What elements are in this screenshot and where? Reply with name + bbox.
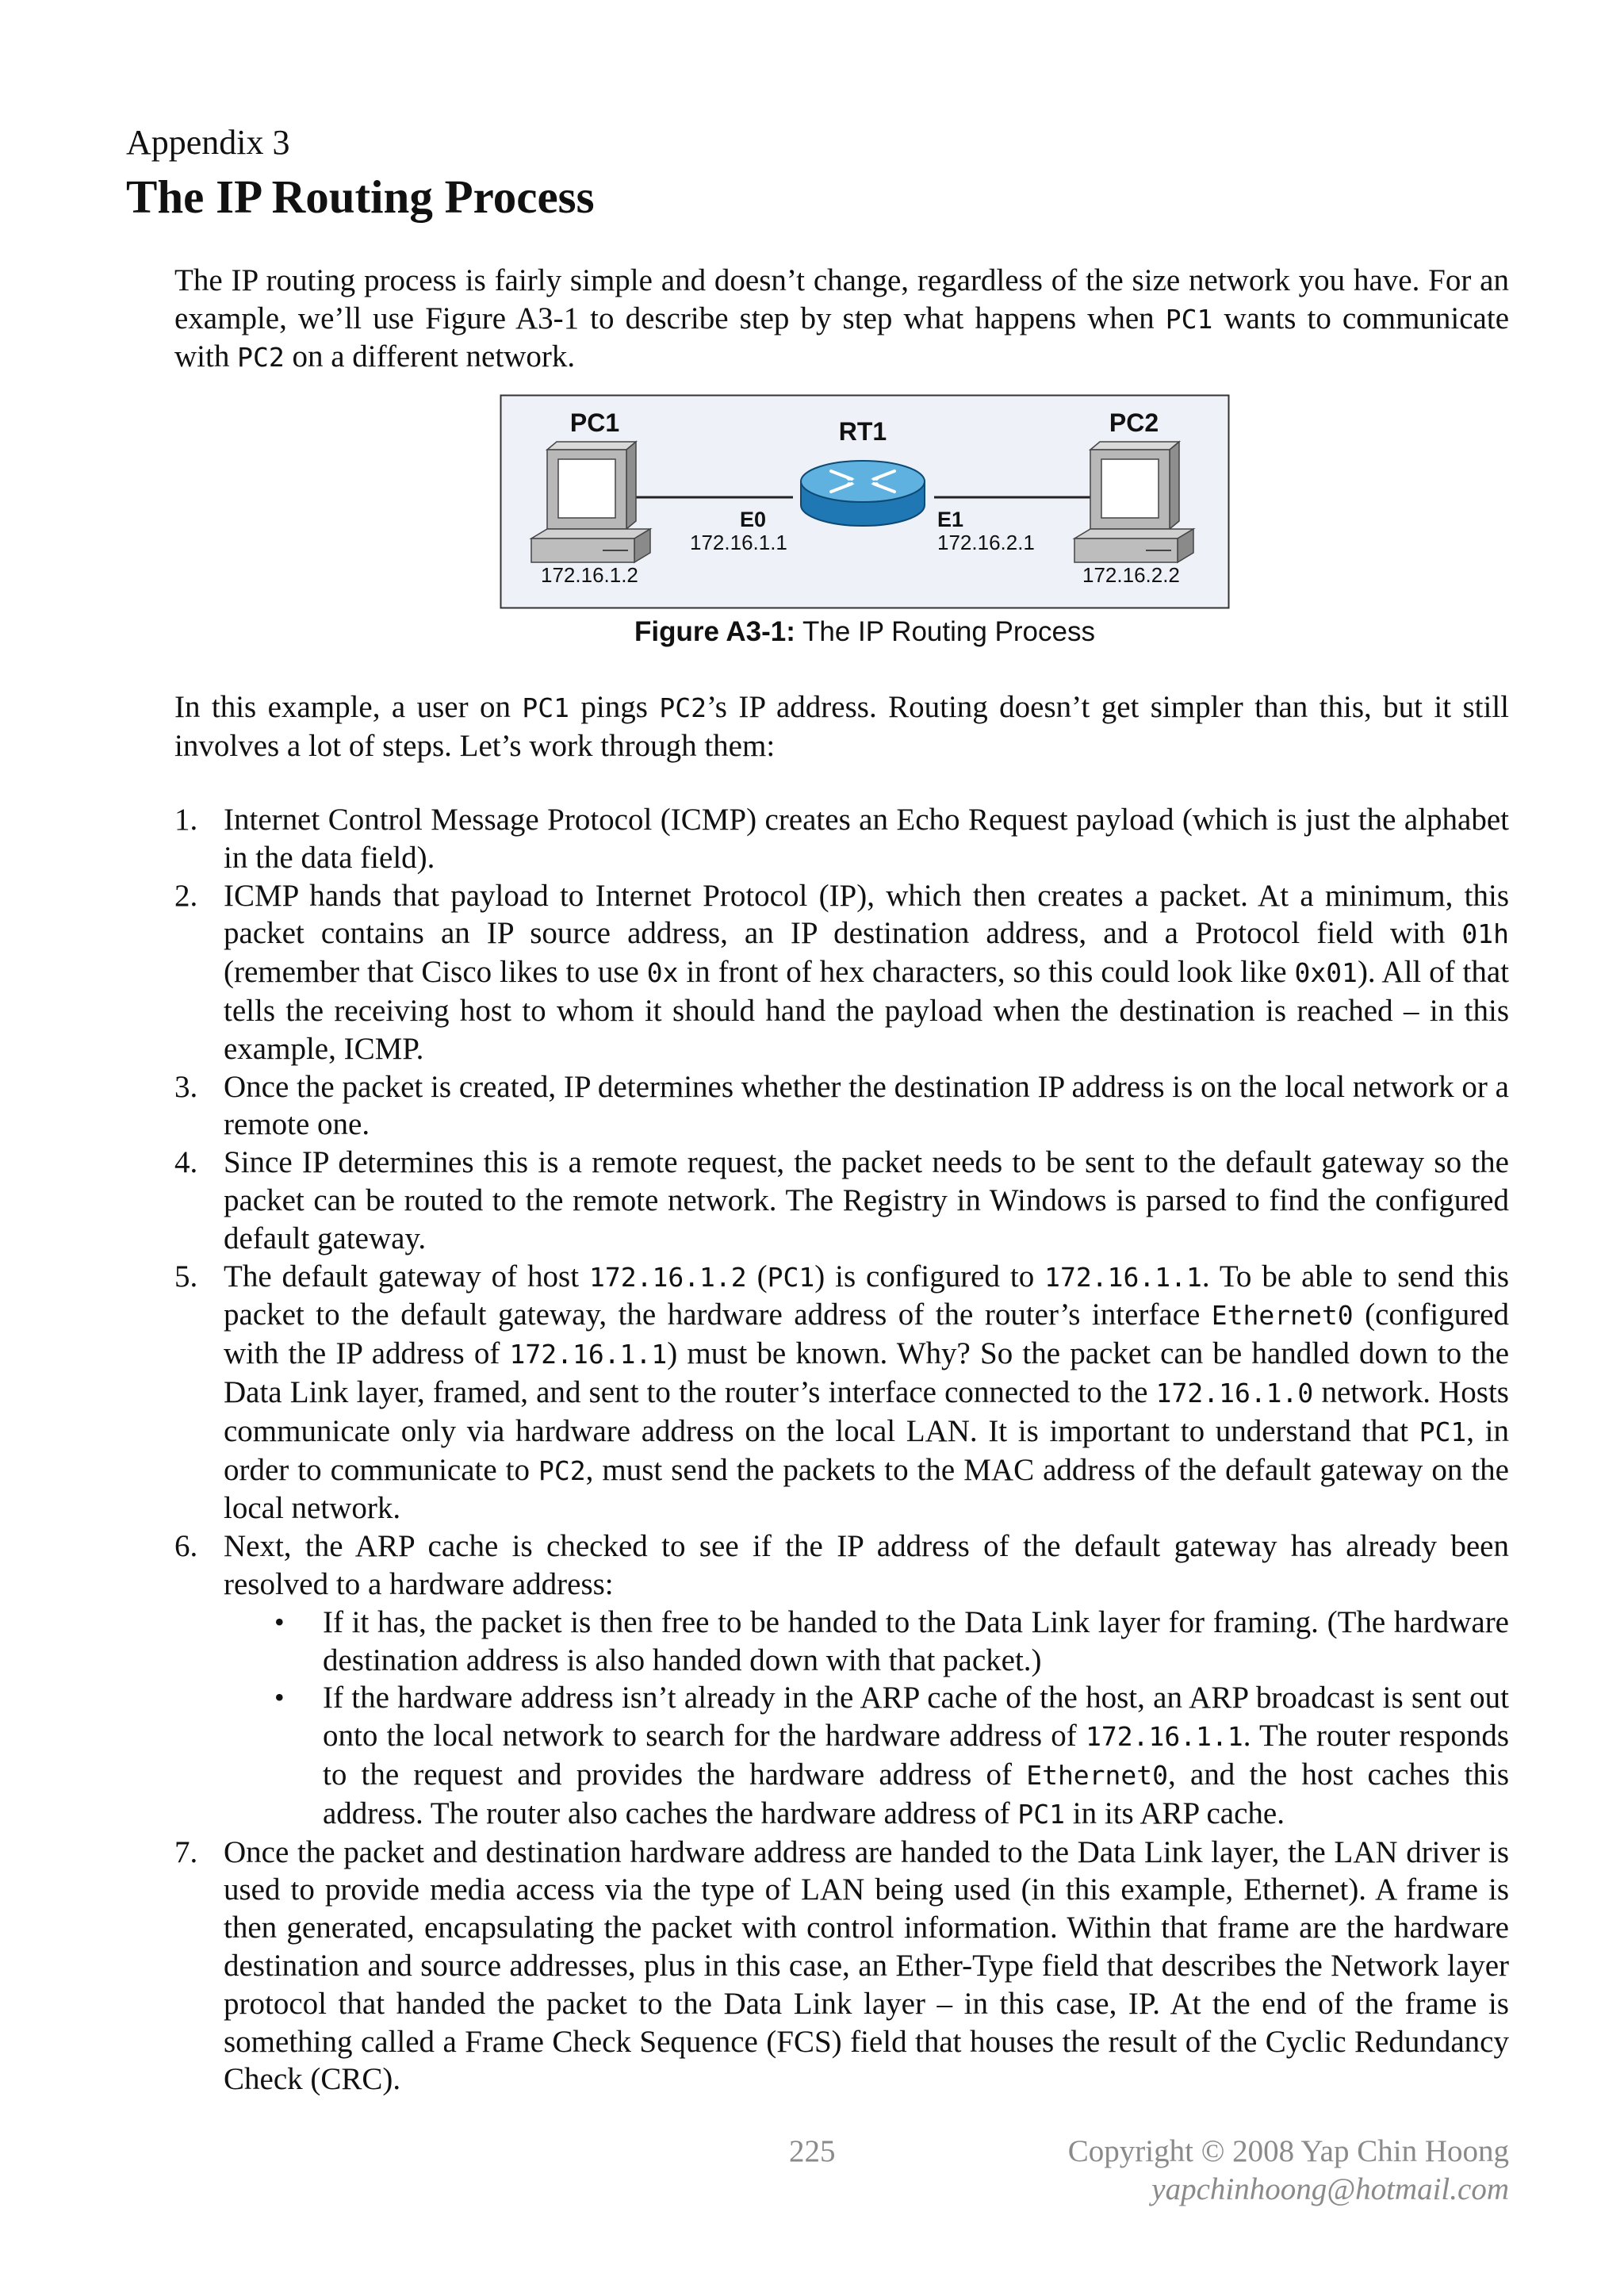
list-item: 1. Internet Control Message Protocol (ICMP) creates an Echo Request payload (which is just the alphabet in the data field). [174,803,1509,875]
author-email: yapchinhoong@hotmail.com [1151,2172,1509,2206]
copyright-notice: Copyright © 2008 Yap Chin Hoong [1067,2134,1509,2168]
pc1-label: PC1 [569,408,620,437]
list-item: 2. ICMP hands that payload to Internet Protocol (IP), which then creates a packet. At a minimum, this packet contains an IP source address, an IP destination address, and a Protocol field with 01h (remember that Cisco likes to use 0x in front of hex characters, so this could look like 0x01). All of that tells the receiving host to whom it should hand the payload when the destination is reached – in this example, ICMP. [174,878,1509,1066]
list-item: 6. Next, the ARP cache is checked to see if the IP address of the default gateway has already been resolved to a hardware address: • If it has, the packet is then free to be handed to the Data Link layer for framing. (The hardware destination address is also handed down with that packet.) • If the hardware address isn’t already in the ARP cache of the host, an ARP broadcast is sent out onto the local network to search for the hardware address of 172.16.1.1. The router responds to the request and provides the hardware address of Ethernet0, and the host caches this address. The router also caches the hardware address of PC1 in its ARP cache. [174,1527,1509,1833]
e0-ip: 172.16.1.1 [690,531,787,554]
list-item: 5. The default gateway of host 172.16.1.2 (PC1) is configured to 172.16.1.1. To be able to send this packet to the default gateway, the hardware address of the router’s interface Ethernet0 (configured with the IP address of 172.16.1.1) must be known. Why? So the packet can be handled down to the Data Link layer, framed, and sent to the router’s interface connected to the 172.16.1.0 network. Hosts communicate only via hardware address on the local LAN. It is important to understand that PC1, in order to communicate to PC2, must send the packets to the MAC address of the default gateway on the local network. [174,1259,1510,1526]
pc1-ip: 172.16.1.2 [541,563,638,587]
figure-caption: Figure A3-1: The IP Routing Process [634,616,1095,647]
pc2-label: PC2 [1109,408,1159,437]
e1-label: E1 [937,508,964,531]
e1-ip: 172.16.2.1 [937,531,1035,554]
steps-list [174,801,1509,2099]
router-label: RT1 [838,417,887,446]
network-diagram [500,394,1230,609]
appendix-label: Appendix 3 [126,123,290,162]
example-paragraph: In this example, a user on PC1 pings PC2’s IP address. Routing doesn’t get simpler than this, but it still involves a lot of steps. Let’s work through them: [174,690,1510,763]
e0-label: E0 [739,508,766,531]
bullet-item: • If it has, the packet is then free to be handed to the Data Link layer for framing. (The hardware destination address is also handed down with that packet.) [274,1604,1509,1677]
page-number: 225 [789,2134,836,2168]
pc2-computer-icon [1074,442,1193,562]
intro-paragraph: The IP routing process is fairly simple and doesn’t change, regardless of the size network you have. For an example, we’ll use Figure A3-1 to describe step by step what happens when PC1 wants to communicate with PC2 on a different network. [174,263,1510,374]
pc1-computer-icon [531,442,650,562]
pc2-ip: 172.16.2.2 [1082,563,1180,587]
list-item: 3. Once the packet is created, IP determines whether the destination IP address is on the local network or a remote one. [174,1069,1509,1142]
list-item: 4. Since IP determines this is a remote request, the packet needs to be sent to the default gateway so the packet can be routed to the remote network. The Registry in Windows is parsed to find the configured default gateway. [174,1145,1509,1255]
bullet-list [224,1604,1509,1834]
bullet-item: • If the hardware address isn’t already in the ARP cache of the host, an ARP broadcast is sent out onto the local network to search for the hardware address of 172.16.1.1. The router responds to the request and provides the hardware address of Ethernet0, and the host caches this address. The router also caches the hardware address of PC1 in its ARP cache. [274,1681,1510,1830]
router-icon [801,461,925,526]
page-title: The IP Routing Process [126,171,595,223]
list-item: 7. Once the packet and destination hardware address are handed to the Data Link layer, the LAN driver is used to provide media access via the type of LAN being used (in this example, Ethernet). A frame is then generated, encapsulating the packet with control information. Within that frame are the hardware destination and source addresses, plus in this case, an Ether-Type field that describes the Network layer protocol that handed the packet to the Data Link layer – in this case, IP. At the end of the frame is something called a Frame Check Sequence (FCS) field that houses the result of the Cyclic Redundancy Check (CRC). [174,1834,1509,2097]
